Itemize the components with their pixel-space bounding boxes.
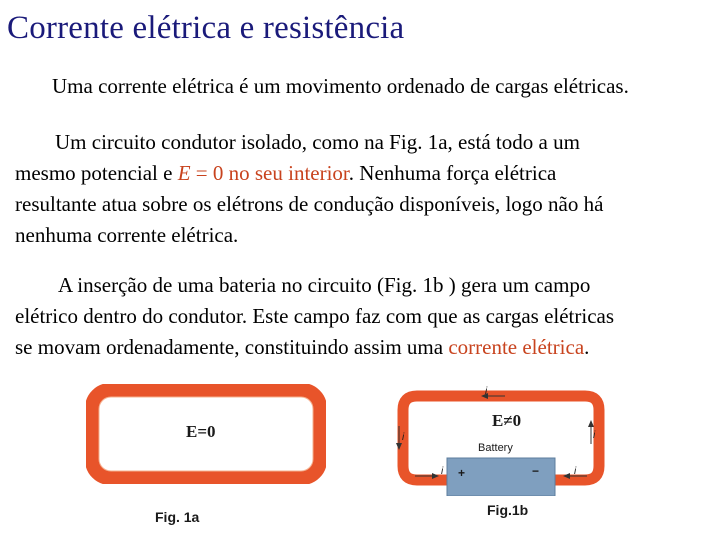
paragraph-line xyxy=(15,158,715,189)
paragraph-line: elétrico dentro do condutor. Este campo faz com que as cargas elétricas xyxy=(15,304,615,328)
arrowhead-icon xyxy=(588,420,594,427)
paragraph-line: Um circuito condutor isolado, como na Fig. 1a, está todo a um xyxy=(55,130,580,154)
intro-paragraph: Uma corrente elétrica é um movimento ordenado de cargas elétricas. xyxy=(52,74,629,98)
battery-plus-label: + xyxy=(458,466,466,480)
current-label-bottom-left: i xyxy=(441,466,444,477)
paragraph-line xyxy=(15,332,715,363)
caption-fig-1b: Fig.1b xyxy=(487,502,529,518)
field-label-1b: E≠0 xyxy=(492,411,522,430)
highlight-field-zero: = 0 no seu interior xyxy=(190,161,349,185)
field-symbol: E xyxy=(177,161,191,185)
paragraph-line: nenhuma corrente elétrica. xyxy=(15,223,239,247)
paragraph-isolated-circuit xyxy=(15,127,715,251)
paragraph-line: resultante atua sobre os elétrons de condução disponíveis, logo não há xyxy=(15,192,604,216)
battery-minus-label: − xyxy=(532,464,540,478)
current-label-left: i xyxy=(402,432,405,443)
highlight-current: corrente elétrica xyxy=(448,335,585,359)
battery-label: Battery xyxy=(478,442,513,454)
caption-fig-1a: Fig. 1a xyxy=(155,509,200,525)
text-run: mesmo potencial e xyxy=(15,161,178,185)
paragraph-line: A inserção de uma bateria no circuito (Fig. 1b ) gera um campo xyxy=(58,273,591,297)
text-run: se movam ordenadamente, constituindo assim uma xyxy=(15,335,449,359)
text-run: . xyxy=(584,335,590,359)
text-run: . Nenhuma força elétrica xyxy=(348,161,557,185)
field-label-1a: E=0 xyxy=(186,422,216,441)
current-label-top: i xyxy=(485,386,488,397)
slide-title: Corrente elétrica e resistência xyxy=(7,10,405,46)
current-label-right: i xyxy=(593,430,596,441)
current-label-bottom-right: i xyxy=(574,466,577,477)
paragraph-battery xyxy=(15,270,715,363)
